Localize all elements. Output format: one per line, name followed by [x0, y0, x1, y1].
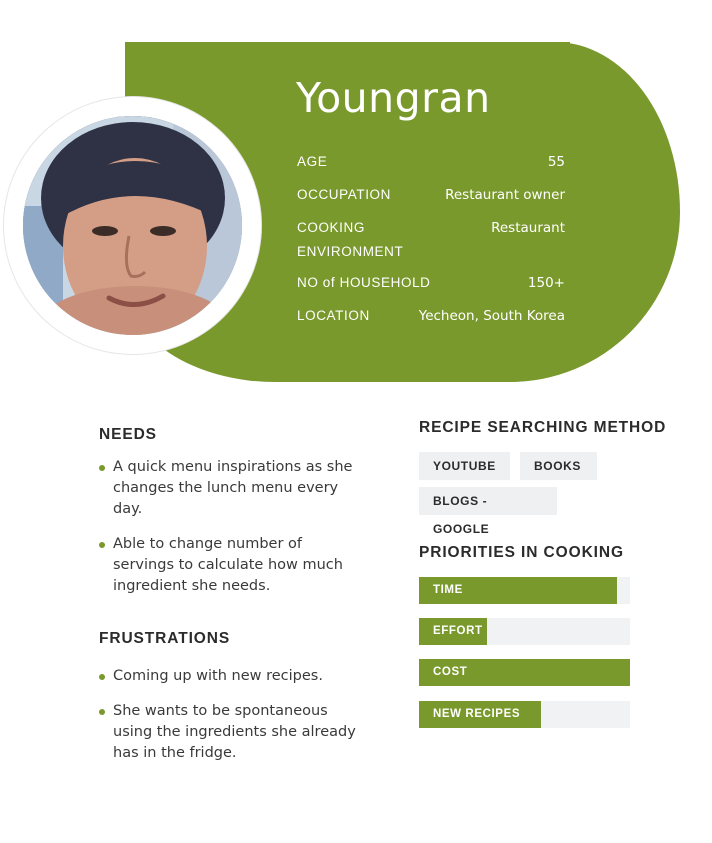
- frustration-text: Coming up with new recipes.: [113, 668, 323, 684]
- person-portrait-icon: [23, 116, 242, 335]
- info-key: NO of HOUSEHOLD: [297, 275, 431, 290]
- info-row-occupation: [297, 183, 565, 216]
- info-key: AGE: [297, 154, 328, 169]
- persona-name: Youngran: [296, 74, 491, 122]
- need-text: Able to change number of servings to calculate how much ingredient she needs.: [113, 536, 343, 594]
- recipe-search-title: RECIPE SEARCHING METHOD: [419, 419, 667, 436]
- priority-label: TIME: [433, 584, 463, 596]
- info-row-location: [297, 304, 565, 337]
- needs-list: [99, 457, 359, 611]
- info-value: Restaurant owner: [445, 187, 565, 203]
- list-item: [99, 457, 359, 520]
- priority-bar-cost: [419, 659, 630, 686]
- info-key: COOKING ENVIRONMENT: [297, 220, 404, 259]
- priority-bar-time: [419, 577, 630, 604]
- list-item: [99, 701, 359, 764]
- need-text: A quick menu inspirations as she changes the lunch menu every day.: [113, 459, 353, 517]
- needs-title: NEEDS: [99, 426, 157, 443]
- list-item: [99, 666, 359, 687]
- bullet-dot-icon: [99, 542, 105, 548]
- list-item: [99, 534, 359, 597]
- tag-youtube: YOUTUBE: [419, 452, 510, 480]
- bullet-dot-icon: [99, 674, 105, 680]
- info-value: 150+: [527, 275, 565, 291]
- info-key: OCCUPATION: [297, 187, 392, 202]
- info-value: Yecheon, South Korea: [418, 308, 565, 324]
- info-row-household: [297, 271, 565, 304]
- bullet-dot-icon: [99, 465, 105, 471]
- info-key: LOCATION: [297, 308, 370, 323]
- priority-label: NEW RECIPES: [433, 708, 521, 720]
- persona-info-table: [297, 150, 565, 337]
- priority-label: COST: [433, 666, 468, 678]
- info-value: 55: [547, 154, 565, 170]
- priorities-title: PRIORITIES IN COOKING: [419, 544, 624, 561]
- frustrations-list: [99, 666, 359, 778]
- priority-bar-new-recipes: [419, 701, 630, 728]
- priority-label: EFFORT: [433, 625, 483, 637]
- tag-books: BOOKS: [520, 452, 597, 480]
- info-row-age: [297, 150, 565, 183]
- priority-bar-effort: [419, 618, 630, 645]
- frustration-text: She wants to be spontaneous using the ingredients she already has in the fridge.: [113, 703, 356, 761]
- bullet-dot-icon: [99, 709, 105, 715]
- frustrations-title: FRUSTRATIONS: [99, 630, 231, 647]
- tag-blogs-google: BLOGS - GOOGLE: [419, 487, 557, 515]
- avatar: [23, 116, 242, 335]
- info-value: Restaurant: [491, 220, 565, 236]
- info-row-cooking-environment: [297, 216, 565, 271]
